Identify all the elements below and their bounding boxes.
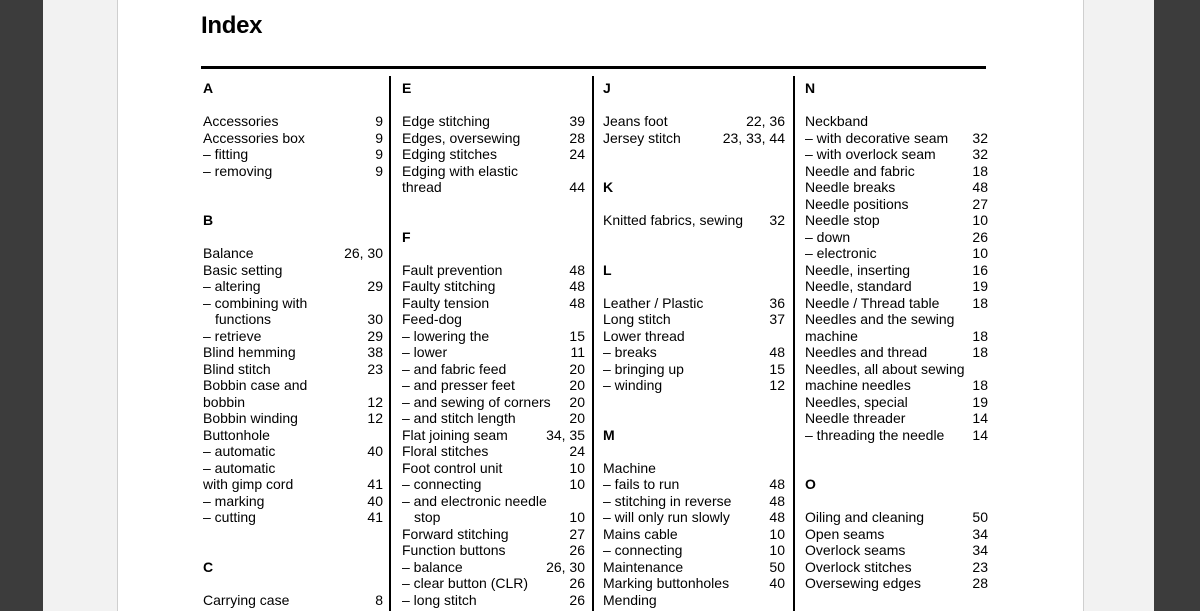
page-number: 36 [769,294,785,311]
page-number: 10 [972,245,988,261]
page-number: 12 [367,393,383,410]
index-entry [603,361,785,378]
page-number: 28 [972,575,988,591]
page-number: 41 [367,509,383,525]
index-entry [805,526,988,543]
page-number: 20 [569,377,585,393]
index-term: – bringing up [603,360,684,377]
index-term: – with overlock seam [805,146,936,162]
page-number: 18 [972,344,988,360]
index-entry [203,377,383,394]
index-term: Needle stop [805,212,880,228]
index-term: Faulty tension [402,294,490,311]
index-term: – lowering the [402,327,490,344]
index-entry [603,460,785,477]
page-number: 15 [769,360,785,377]
index-term: Open seams [805,525,885,542]
index-term: Balance [203,245,254,261]
page-number: 23, 33, 44 [722,129,785,146]
index-entry [805,377,988,394]
index-entry [402,559,585,576]
index-entry [805,179,988,196]
index-entry [603,295,785,312]
index-entry [805,394,988,411]
page-number: 12 [367,410,383,426]
page-number: 50 [972,509,988,525]
index-term: Faulty stitching [402,278,496,294]
index-entry [805,509,988,526]
page-number: 16 [972,261,988,278]
page-number: 18 [972,294,988,311]
page-number: 50 [769,558,785,575]
index-entry [402,460,585,477]
index-entry [603,526,785,543]
page-number: 9 [375,162,383,179]
page-number: 18 [972,377,988,393]
index-entry [805,559,988,576]
index-term: functions [215,311,272,327]
index-term: Overlock seams [805,542,906,558]
index-entry [805,146,988,163]
index-term: Overlock stitches [805,558,912,575]
page-number: 18 [972,327,988,344]
index-term: Edges, oversewing [402,129,521,146]
index-entry [402,278,585,295]
index-term: Forward stitching [402,525,509,542]
index-entry [203,361,383,378]
page-number: 32 [972,146,988,162]
index-entry [805,278,988,295]
index-term: Knitted fabrics, sewing [603,212,744,228]
index-entry [402,146,585,163]
page-number: 9 [375,113,383,129]
index-term: Jeans foot [603,113,668,129]
index-term: Maintenance [603,558,684,575]
index-entry [805,245,988,262]
index-term: – and sewing of corners [402,393,551,410]
section-letter: M [603,426,615,443]
index-entry [203,163,383,180]
index-entry [402,394,585,411]
index-entry [603,130,785,147]
page-number: 23 [972,558,988,575]
page-title: Index [201,12,263,39]
index-term: – connecting [603,542,683,558]
index-entry [603,328,785,345]
index-entry [402,344,585,361]
viewer-margin-left [43,0,117,611]
index-entry [402,443,585,460]
index-entry [402,361,585,378]
index-term: machine needles [805,377,911,393]
index-entry [402,509,585,526]
section-letter: F [402,228,411,245]
index-entry [203,146,383,163]
index-entry [203,130,383,147]
index-entry [805,542,988,559]
index-entry [402,493,585,510]
index-term: – electronic [805,245,877,261]
page-number: 12 [769,377,785,393]
index-term: Leather / Plastic [603,294,704,311]
index-term: Carrying case [203,591,290,608]
index-term: thread [402,179,442,195]
index-term: Jersey stitch [603,129,681,146]
page-number: 38 [367,344,383,360]
index-term: Needles and the sewing [805,311,955,327]
index-term: Machine [603,459,656,476]
column-divider [389,76,391,611]
index-entry [805,410,988,427]
index-term: Mains cable [603,525,678,542]
index-term: machine [805,327,858,344]
index-entry [203,113,383,130]
index-term: – threading the needle [805,426,945,443]
page-number: 40 [769,575,785,591]
section-letter: J [603,80,611,96]
section-letter: K [603,179,614,195]
index-term: Fault prevention [402,261,503,278]
index-entry [203,592,383,609]
index-term: – and stitch length [402,410,516,426]
index-entry [203,493,383,510]
index-term: – long stitch [402,591,477,608]
index-entry [805,311,988,328]
index-term: – breaks [603,344,657,360]
page-number: 32 [769,212,785,228]
index-term: Marking buttonholes [603,575,730,591]
page-number: 40 [367,492,383,509]
page-number: 40 [367,443,383,459]
index-entry [603,542,785,559]
index-term: Neckband [805,113,869,129]
index-entry [402,311,585,328]
page-number: 14 [972,410,988,426]
index-term: Edging stitches [402,146,497,162]
index-entry [402,113,585,130]
index-term: Needle, inserting [805,261,911,278]
section-letter: E [402,80,412,96]
page-number: 48 [972,179,988,195]
index-term: with gimp cord [203,476,294,492]
page-number: 41 [367,476,383,492]
index-entry [203,443,383,460]
index-entry [603,476,785,493]
index-entry [402,295,585,312]
index-term: – stitching in reverse [603,492,732,509]
index-entry [402,410,585,427]
index-term: Needles, all about sewing [805,360,965,377]
title-rule [201,66,986,69]
index-term: – automatic [203,443,276,459]
index-entry [805,262,988,279]
index-entry [603,592,785,609]
section-letter: A [203,80,214,96]
page-number: 28 [569,129,585,146]
index-term: bobbin [203,393,246,410]
index-term: Needle threader [805,410,906,426]
index-term: – with decorative seam [805,129,949,146]
page-number: 32 [972,129,988,146]
page-number: 24 [569,146,585,162]
index-term: – fails to run [603,476,680,492]
page-number: 44 [569,179,585,195]
column-divider [592,76,594,611]
page-number: 18 [972,162,988,179]
page-number: 37 [769,311,785,327]
document-page [117,0,1084,611]
index-term: – connecting [402,476,482,492]
index-entry [402,163,585,180]
page-number: 9 [375,129,383,146]
index-term: Needle breaks [805,179,896,195]
section-letter: N [805,80,816,96]
index-entry [805,229,988,246]
index-term: Accessories box [203,129,305,146]
page-number: 27 [569,525,585,542]
index-term: – cutting [203,509,256,525]
index-term: Foot control unit [402,459,503,476]
viewer-background-right [1154,0,1200,611]
page-number: 48 [769,509,785,525]
index-entry [203,278,383,295]
page-number: 34 [972,525,988,542]
index-entry [203,460,383,477]
index-term: Mending [603,591,657,608]
page-number: 8 [375,591,383,608]
index-entry [402,476,585,493]
viewer-margin-right [1082,0,1154,611]
page-number: 48 [569,278,585,294]
index-term: – winding [603,377,663,393]
index-term: – altering [203,278,261,294]
index-entry [203,311,383,328]
page-number: 26 [972,228,988,245]
index-entry [603,575,785,592]
index-entry [203,262,383,279]
index-term: – and electronic needle [402,492,547,509]
index-term: Oversewing edges [805,575,921,591]
page-number: 10 [569,459,585,476]
index-entry [603,344,785,361]
index-term: Floral stitches [402,443,489,459]
index-entry [805,575,988,592]
section-letter: L [603,261,612,278]
index-entry [603,212,785,229]
page-number: 23 [367,360,383,377]
page-number: 19 [972,278,988,294]
index-term: Feed-dog [402,311,462,327]
index-entry [805,328,988,345]
index-term: – will only run slowly [603,509,730,525]
index-term: – combining with [203,294,308,311]
index-entry [203,427,383,444]
page-number: 34 [972,542,988,558]
index-term: Blind hemming [203,344,296,360]
index-entry [805,295,988,312]
page-number: 29 [367,278,383,294]
index-entry [805,427,988,444]
index-entry [402,427,585,444]
index-entry [402,179,585,196]
index-entry [402,377,585,394]
index-term: – clear button (CLR) [402,575,529,591]
index-entry [805,163,988,180]
page-number: 48 [569,294,585,311]
index-entry [402,575,585,592]
index-term: – and presser feet [402,377,515,393]
index-entry [203,245,383,262]
index-term: Needles and thread [805,344,928,360]
index-entry [203,394,383,411]
page-number: 15 [569,327,585,344]
index-term: – marking [203,492,265,509]
index-entry [402,130,585,147]
index-term: Needle positions [805,195,909,212]
index-entry [603,509,785,526]
index-entry [805,212,988,229]
index-entry [402,262,585,279]
index-entry [603,377,785,394]
page-number: 22, 36 [746,113,785,129]
index-entry [603,493,785,510]
index-term: Bobbin winding [203,410,298,426]
index-term: Edge stitching [402,113,490,129]
index-term: Basic setting [203,261,283,278]
page-number: 48 [769,492,785,509]
page-number: 48 [569,261,585,278]
section-letter: O [805,476,816,492]
page-number: 34, 35 [546,426,585,443]
page-number: 48 [769,476,785,492]
index-term: stop [414,509,441,525]
page-number: 30 [367,311,383,327]
index-entry [402,526,585,543]
page-number: 26 [569,542,585,558]
page-number: 26 [569,575,585,591]
index-term: Needle, standard [805,278,912,294]
index-entry [603,559,785,576]
index-entry [203,410,383,427]
page-number: 29 [367,327,383,344]
page-number: 10 [569,476,585,492]
page-number: 27 [972,195,988,212]
index-term: Lower thread [603,327,685,344]
page-number: 20 [569,360,585,377]
index-term: Blind stitch [203,360,271,377]
column-divider [793,76,795,611]
index-entry [805,130,988,147]
index-entry [203,509,383,526]
index-entry [805,113,988,130]
index-entry [402,542,585,559]
viewer-background-left [0,0,43,611]
page-number: 26 [569,591,585,608]
index-entry [805,361,988,378]
index-entry [402,328,585,345]
page-number: 26, 30 [344,245,383,261]
index-term: – balance [402,558,463,575]
index-entry [805,344,988,361]
page-number: 26, 30 [546,558,585,575]
index-entry [203,344,383,361]
index-term: Function buttons [402,542,506,558]
index-term: – automatic [203,459,276,476]
index-term: – lower [402,344,448,360]
index-term: Needles, special [805,393,908,410]
index-term: – removing [203,162,273,179]
index-term: – and fabric feed [402,360,507,377]
index-term: Flat joining seam [402,426,508,443]
index-entry [203,476,383,493]
index-entry [603,113,785,130]
page-number: 10 [569,509,585,525]
index-entry [603,311,785,328]
page-number: 20 [569,410,585,426]
page-number: 10 [972,212,988,228]
page-number: 10 [769,542,785,558]
page-number: 14 [972,426,988,443]
page-number: 9 [375,146,383,162]
index-term: – retrieve [203,327,262,344]
index-term: Needle and fabric [805,162,915,179]
page-number: 48 [769,344,785,360]
index-term: Accessories [203,113,279,129]
page-number: 24 [569,443,585,459]
index-term: Edging with elastic [402,162,518,179]
index-entry [203,328,383,345]
index-term: Bobbin case and [203,377,308,393]
section-letter: B [203,212,214,228]
page-number: 19 [972,393,988,410]
index-entry [203,295,383,312]
page-number: 10 [769,525,785,542]
index-term: Long stitch [603,311,671,327]
index-entry [402,592,585,609]
index-term: Needle / Thread table [805,294,940,311]
index-term: Buttonhole [203,426,270,443]
index-term: – down [805,228,851,245]
page-number: 11 [570,344,585,360]
index-entry [805,196,988,213]
page-number: 20 [569,393,585,410]
section-letter: C [203,558,214,575]
index-term: – fitting [203,146,249,162]
index-term: Oiling and cleaning [805,509,925,525]
page-number: 39 [569,113,585,129]
